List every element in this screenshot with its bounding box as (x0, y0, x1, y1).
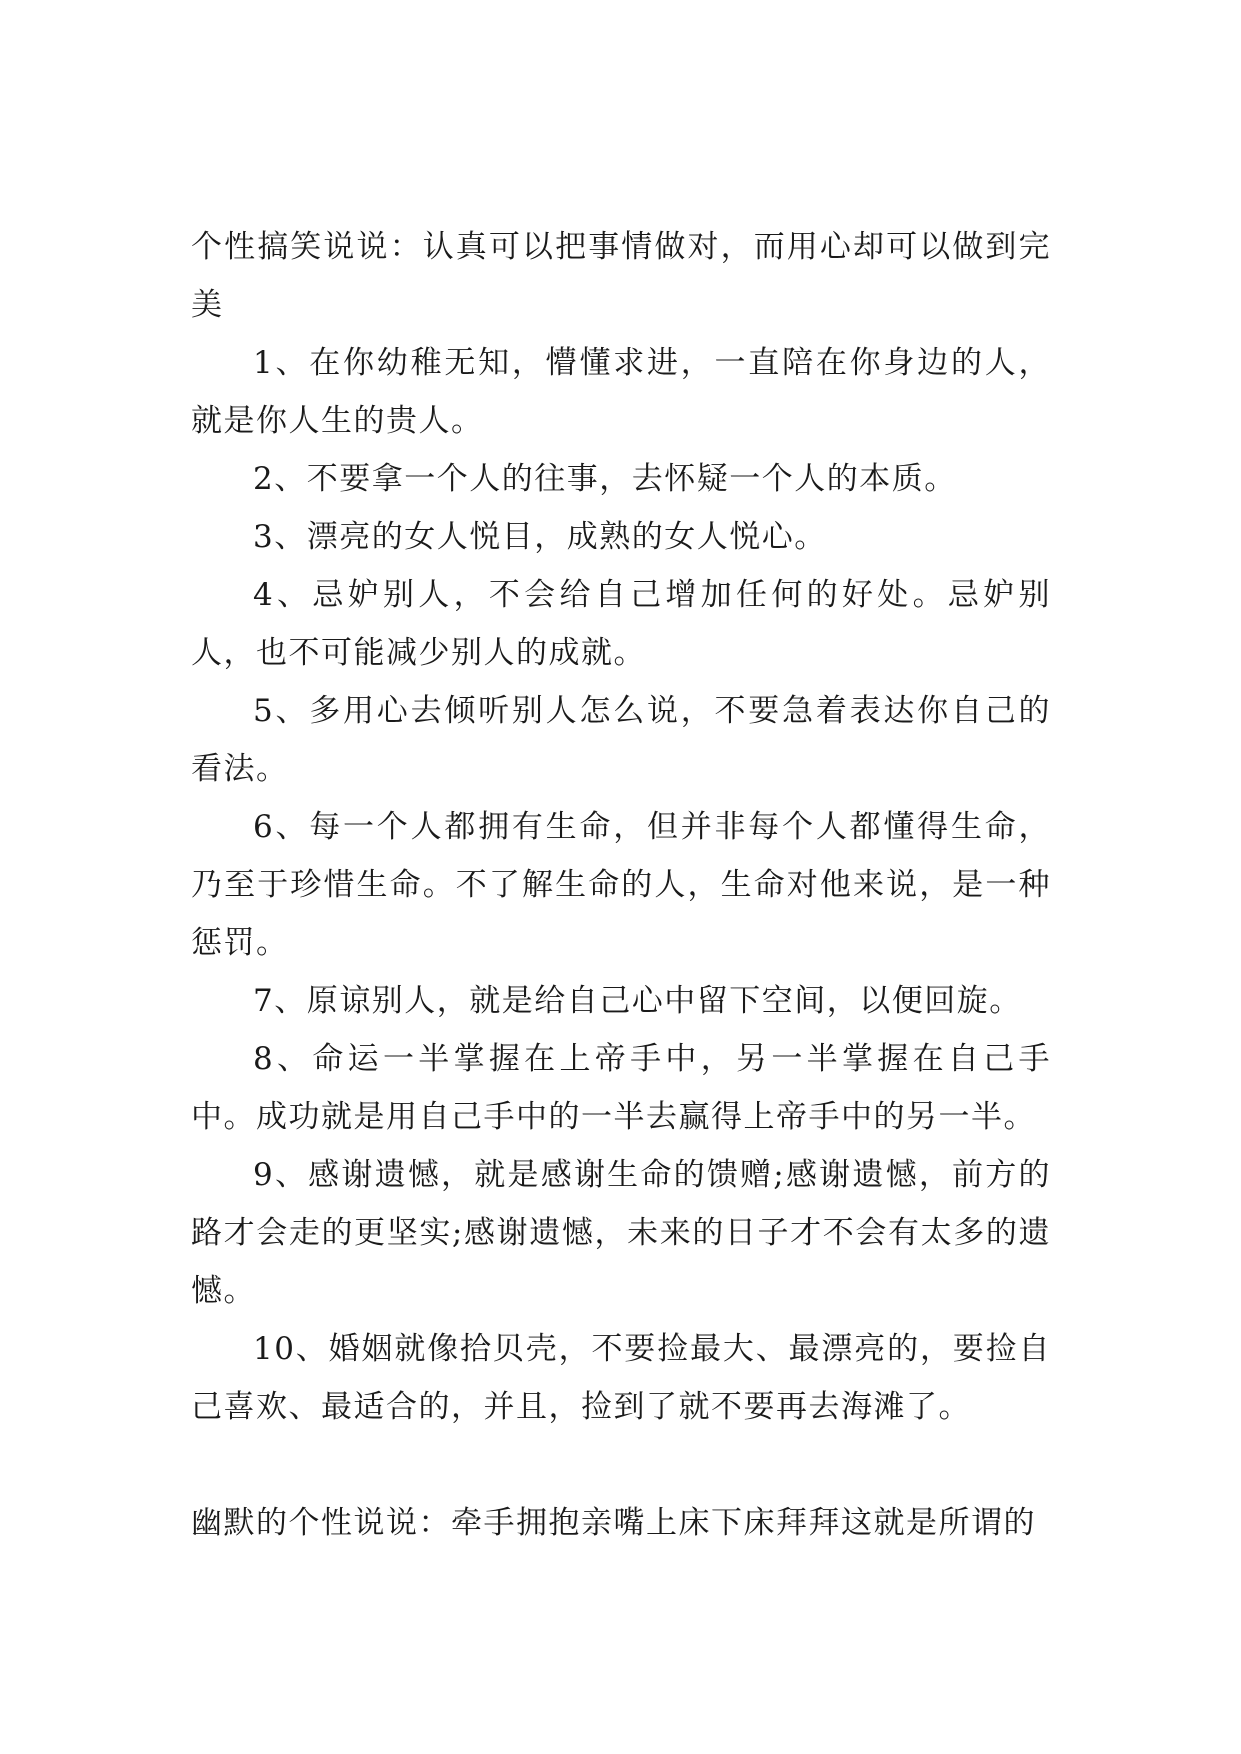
section-heading-humor-quotes: 幽默的个性说说：牵手拥抱亲嘴上床下床拜拜这就是所谓的 (191, 1505, 1036, 1541)
quote-item-4: 4、忌妒别人，不会给自己增加任何的好处。忌妒别人，也不可能减少别人的成就。 (191, 577, 1051, 671)
quote-item-1: 1、在你幼稚无知，懵懂求进，一直陪在你身边的人，就是你人生的贵人。 (191, 345, 1051, 439)
document-body (191, 218, 1051, 1552)
quote-item-8: 8、命运一半掌握在上帝手中，另一半掌握在自己手中。成功就是用自己手中的一半去赢得上帝手中的另一半。 (191, 1041, 1051, 1135)
quote-item-6: 6、每一个人都拥有生命，但并非每个人都懂得生命，乃至于珍惜生命。不了解生命的人，生命对他来说，是一种惩罚。 (191, 809, 1051, 961)
quote-item-10: 10、婚姻就像拾贝壳，不要捡最大、最漂亮的，要捡自己喜欢、最适合的，并且，捡到了就不要再去海滩了。 (191, 1331, 1051, 1425)
quote-item-5: 5、多用心去倾听别人怎么说，不要急着表达你自己的看法。 (191, 693, 1051, 787)
quote-item-3: 3、漂亮的女人悦目，成熟的女人悦心。 (253, 519, 827, 555)
quote-item-2: 2、不要拿一个人的往事，去怀疑一个人的本质。 (253, 461, 957, 497)
quote-item-9: 9、感谢遗憾，就是感谢生命的馈赠;感谢遗憾，前方的路才会走的更坚实;感谢遗憾，未来的日子才不会有太多的遗憾。 (191, 1157, 1051, 1309)
quote-item-7: 7、原谅别人，就是给自己心中留下空间，以便回旋。 (253, 983, 1022, 1019)
section-heading-funny-quotes: 个性搞笑说说：认真可以把事情做对，而用心却可以做到完美 (191, 229, 1051, 323)
